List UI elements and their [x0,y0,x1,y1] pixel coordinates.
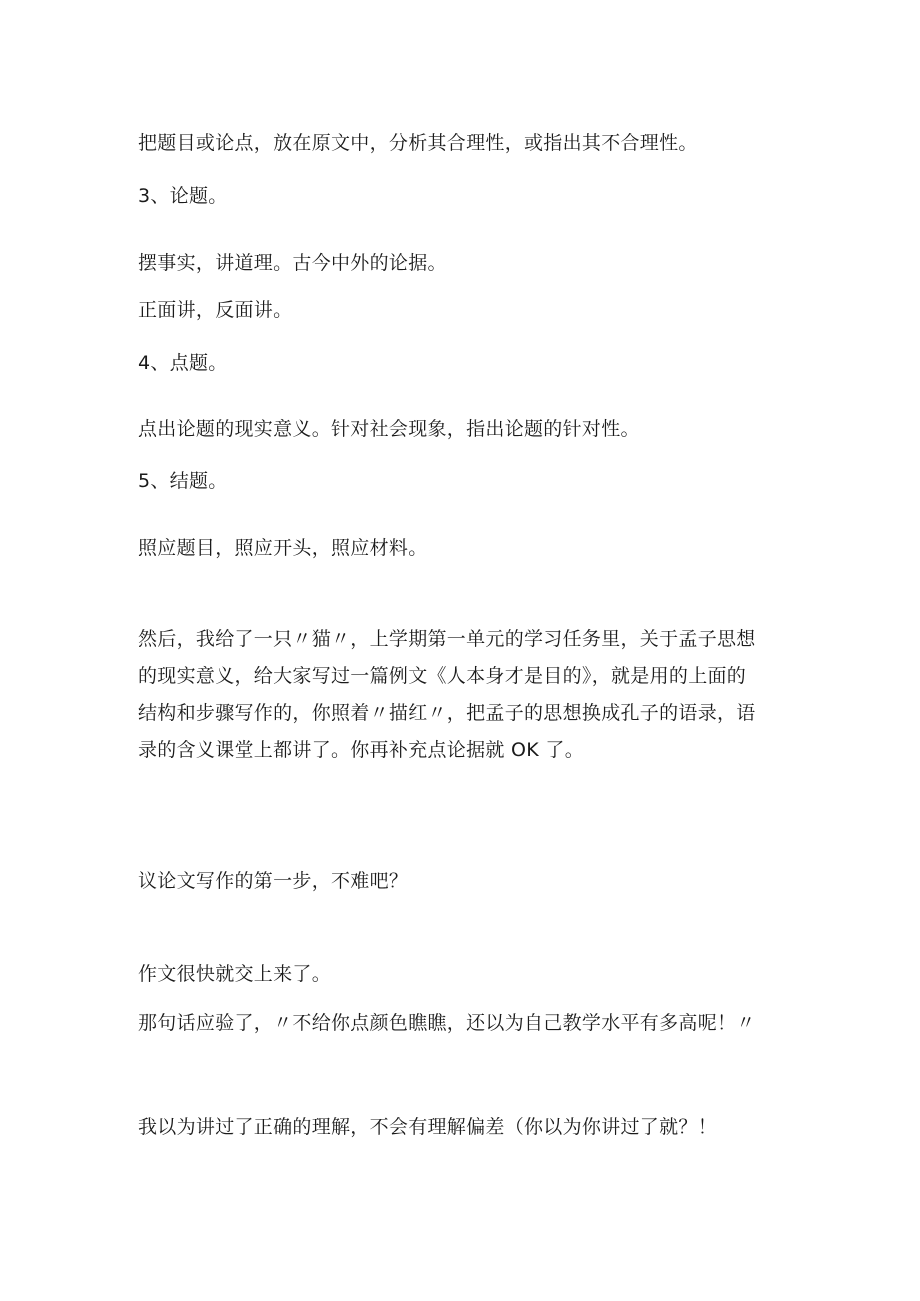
text-line-sides: 正面讲，反面讲。 [138,299,293,321]
text-line-question: 议论文写作的第一步，不难吧？ [138,870,409,892]
paragraph-line: 结构和步骤写作的，你照着〃描红〃，把孟子的思想换成孔子的语录，语 [138,702,756,724]
text-line-submitted: 作文很快就交上来了。 [138,963,332,985]
heading-conclusion: 5、结题。 [138,470,228,492]
heading-point: 4、点题。 [138,352,228,374]
text-line-quote: 那句话应验了，〃不给你点颜色瞧瞧，还以为自己教学水平有多高呢！〃 [138,1012,756,1034]
paragraph-line: 然后，我给了一只〃猫〃，上学期第一单元的学习任务里，关于孟子思想 [138,628,756,650]
body-paragraph [138,621,798,769]
heading-topic: 3、论题。 [138,185,228,207]
text-line-analyze: 把题目或论点，放在原文中，分析其合理性，或指出其不合理性。 [138,132,698,154]
text-line-misunderstanding: 我以为讲过了正确的理解，不会有理解偏差（你以为你讲过了就？！ [138,1116,718,1138]
text-line-meaning: 点出论题的现实意义。针对社会现象，指出论题的针对性。 [138,418,640,440]
text-line-echo: 照应题目，照应开头，照应材料。 [138,537,428,559]
paragraph-line: 的现实意义，给大家写过一篇例文《人本身才是目的》，就是用的上面的 [138,665,747,687]
text-line-facts: 摆事实，讲道理。古今中外的论据。 [138,252,447,274]
paragraph-line: 录的含义课堂上都讲了。你再补充点论据就 OK 了。 [138,739,584,761]
